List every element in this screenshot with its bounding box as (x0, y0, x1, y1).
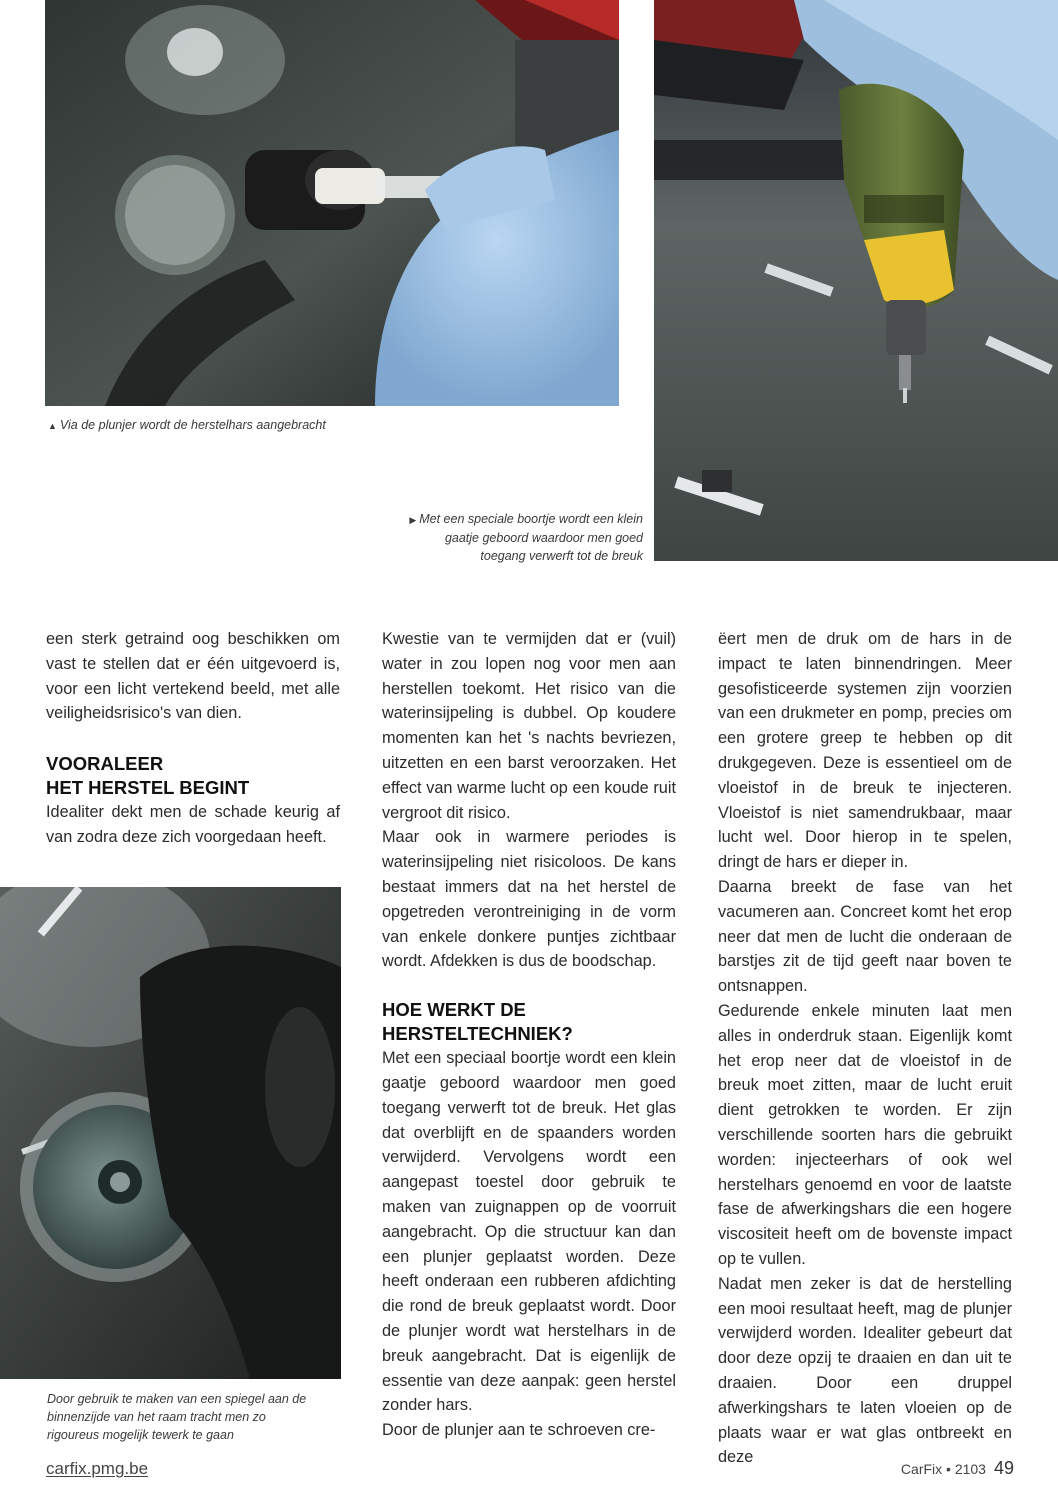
photo-mirror (0, 887, 341, 1379)
page-number: 49 (993, 1458, 1014, 1478)
website-link[interactable]: carfix.pmg.be (46, 1459, 149, 1478)
photo-drill (654, 0, 1058, 561)
magazine-issue: CarFix • 2103 (900, 1461, 986, 1477)
paragraph: Daarna breekt de fase van het vacumeren aan. Concreet komt het erop neer dat men de lucht die onderaan de barstjes zit de tijd geeft naar boven te ontsnappen. (718, 877, 1012, 996)
section-heading-line: HERSTELTECHNIEK? (382, 1023, 573, 1045)
paragraph: Door de plunjer aan te schroeven cre- (382, 1421, 656, 1440)
section-heading-vooraleer (46, 752, 340, 800)
paragraph: Idealiter dekt men de schade keurig af van zodra deze zich voorgedaan heeft. (46, 803, 340, 846)
up-triangle-icon: ▲ (48, 421, 57, 431)
paragraph: een sterk getraind oog beschikken om vast te stellen dat er één uitgevoerd is, voor een licht vertekend beeld, met alle veiligheidsrisico's van dien. (46, 630, 340, 723)
photo3-caption: Door gebruik te maken van een spiegel aan de binnenzijde van het raam tracht men zo rigoureus mogelijk tewerk te gaan (47, 1392, 307, 1442)
paragraph: Maar ook in warmere periodes is waterinsijpeling niet risicoloos. De kans bestaat immers dat na het herstel de opgetreden verontreiniging in de vorm van enkele donkere puntjes zichtbaar wordt. Afdekken is dus de boodschap. (382, 828, 676, 971)
photo1-caption-text: Via de plunjer wordt de herstelhars aangebracht (59, 418, 326, 432)
section-heading-line: VOORALEER (46, 753, 164, 775)
photo1-caption (48, 416, 468, 435)
text-column-1 (46, 627, 340, 850)
section-heading-hoe-werkt (382, 998, 676, 1046)
section-heading-line: HOE WERKT DE (382, 999, 526, 1021)
paragraph: Nadat men zeker is dat de herstelling een mooi resultaat heeft, mag de plunjer verwijderd worden. Idealiter gebeurt dat door deze opzij te draaien en dan uit te draaien. Door een druppel afwerkingshars te laten vloeien op de plaats waar er wat glas ontbreekt en deze (718, 1274, 1012, 1467)
text-column-2 (382, 627, 676, 1443)
photo-plunger-syringe (45, 0, 619, 406)
paragraph: Kwestie van te vermijden dat er (vuil) water in zou lopen nog voor men aan herstellen toekomt. Het risico van die waterinsijpeling is dubbel. Op koudere momenten kan het 's nachts bevriezen, uitzetten en een barst veroorzaken. Het effect van warme lucht op een koude ruit vergroot dit risico. (382, 630, 676, 822)
text-column-3 (718, 627, 1012, 1470)
paragraph: Met een speciaal boortje wordt een klein gaatje geboord waardoor men goed toegang verwerft tot de breuk. Het glas dat overblijft en de spaanders worden verwijderd. Vervolgens wordt een aangepast toestel door gebruik te maken van zuignappen op de voorruit aangebracht. Op die structuur kan dan een plunjer geplaatst worden. Deze heeft onderaan een rubberen afdichting die rond de breuk geplaatst wordt. Door de plunjer wordt wat herstelhars in de breuk aangebracht. Dat is eigenlijk de essentie van deze aanpak: geen herstel zonder hars. (382, 1049, 676, 1415)
section-heading-line: HET HERSTEL BEGINT (46, 777, 250, 799)
right-triangle-icon: ▶ (409, 515, 417, 525)
photo2-caption (400, 510, 643, 565)
paragraph: Gedurende enkele minuten laat men alles in onderdruk staan. Eigenlijk komt het erop neer dat de vloeistof in de breuk moet zitten, maar de lucht eruit dient getrokken te worden. Er zijn verschillende soorten hars die gebruikt worden: injecteerhars of ook wel herstelhars genoemd en voor de laatste fase de afwerkingshars die een hogere viscositeit heeft om de bovenste impact op te vullen. (718, 1001, 1012, 1268)
photo2-caption-text: Met een speciale boortje wordt een klein gaatje geboord waardoor men goed toegang verwerft tot de breuk (419, 512, 643, 563)
page-footer (901, 1458, 1014, 1479)
paragraph: ëert men de druk om de hars in de impact te laten binnendringen. Meer gesofisticeerde systemen zijn voorzien van een drukmeter en pomp, precies om een grotere greep te hebben op dit drukgegeven. Deze is essentieel om de vloeistof in de breuk te injecteren. Vloeistof is niet samendrukbaar, maar lucht wel. Door hierop in te spelen, dringt de hars er dieper in. (718, 630, 1012, 872)
